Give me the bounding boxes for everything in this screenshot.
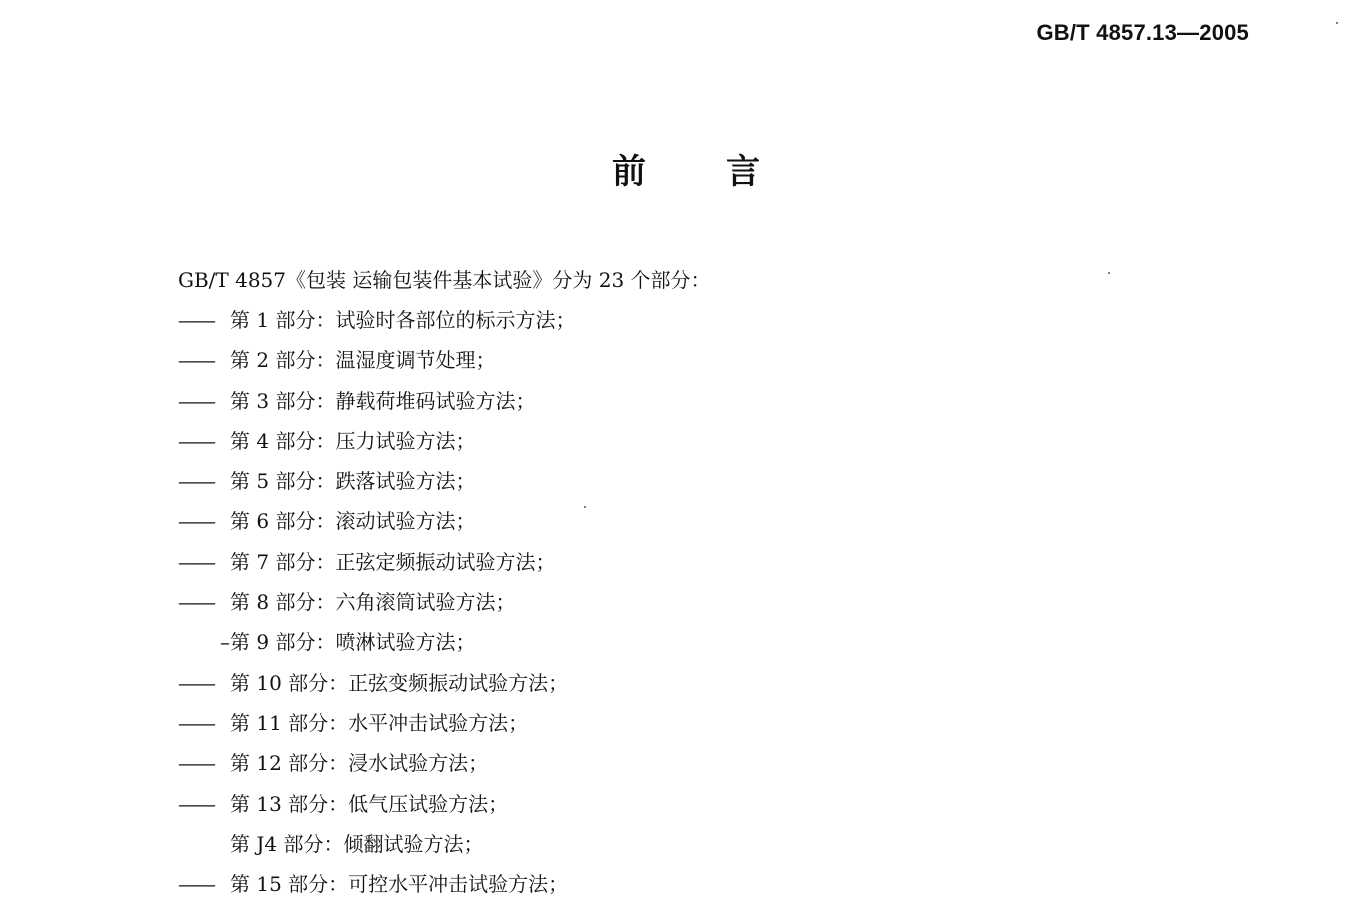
list-item — [178, 869, 575, 909]
list-dash: —— — [178, 670, 214, 695]
list-dash: —— — [178, 590, 214, 615]
list-item-text: 第 9 部分：喷淋试验方法； — [230, 630, 476, 655]
scan-speck — [1336, 22, 1338, 24]
list-item-text: 第 13 部分：低气压试验方法； — [230, 791, 509, 816]
list-dash: —— — [178, 428, 214, 453]
list-item-text: 第 1 部分：试验时各部位的标示方法； — [230, 308, 576, 332]
list-dash: —— — [178, 710, 214, 735]
list-item-text: 第 2 部分：温湿度调节处理； — [230, 348, 496, 373]
list-dash: —— — [178, 872, 214, 897]
list-item — [178, 627, 575, 667]
list-item — [178, 305, 575, 345]
list-item — [178, 748, 575, 788]
list-item — [178, 587, 575, 627]
list-item — [178, 426, 575, 466]
list-item — [178, 345, 575, 385]
list-item-text: 第 12 部分：浸水试验方法； — [230, 751, 489, 776]
list-item-text: 第 10 部分：正弦变频振动试验方法； — [230, 670, 569, 695]
list-dash: – — [220, 630, 228, 655]
list-item — [178, 789, 575, 829]
document-code: GB/T 4857.13—2005 — [1036, 20, 1249, 45]
list-item — [178, 386, 575, 426]
list-dash: —— — [178, 549, 214, 574]
list-item-text: 第 7 部分：正弦定频振动试验方法； — [230, 549, 556, 574]
list-item-text: 第 6 部分：滚动试验方法； — [230, 509, 476, 534]
list-item — [178, 668, 575, 708]
list-item — [178, 506, 575, 546]
list-dash: —— — [178, 348, 214, 373]
list-item-text: 第 8 部分：六角滚筒试验方法； — [230, 590, 516, 615]
parts-list — [178, 305, 575, 909]
list-dash: —— — [178, 388, 214, 413]
list-dash: —— — [178, 791, 214, 816]
scan-speck — [584, 506, 586, 508]
list-item — [178, 466, 575, 506]
list-item-text: 第 11 部分：水平冲击试验方法； — [230, 710, 529, 735]
intro-paragraph: GB/T 4857《包装 运输包装件基本试验》分为 23 个部分： — [178, 268, 711, 292]
list-item — [178, 829, 575, 869]
list-dash: —— — [178, 509, 214, 534]
list-item — [178, 547, 575, 587]
list-item-text: 第 5 部分：跌落试验方法； — [230, 469, 476, 494]
list-dash: —— — [178, 308, 214, 332]
page-title: 前言 — [612, 152, 840, 192]
list-dash: —— — [178, 469, 214, 494]
list-item-text: 第 15 部分：可控水平冲击试验方法； — [230, 872, 569, 897]
scan-speck — [1108, 272, 1110, 274]
list-item-text: 第 J4 部分：倾翻试验方法； — [230, 831, 484, 856]
list-item — [178, 708, 575, 748]
list-item-text: 第 3 部分：静载荷堆码试验方法； — [230, 388, 536, 413]
list-dash: —— — [178, 751, 214, 776]
list-item-text: 第 4 部分：压力试验方法； — [230, 428, 476, 453]
